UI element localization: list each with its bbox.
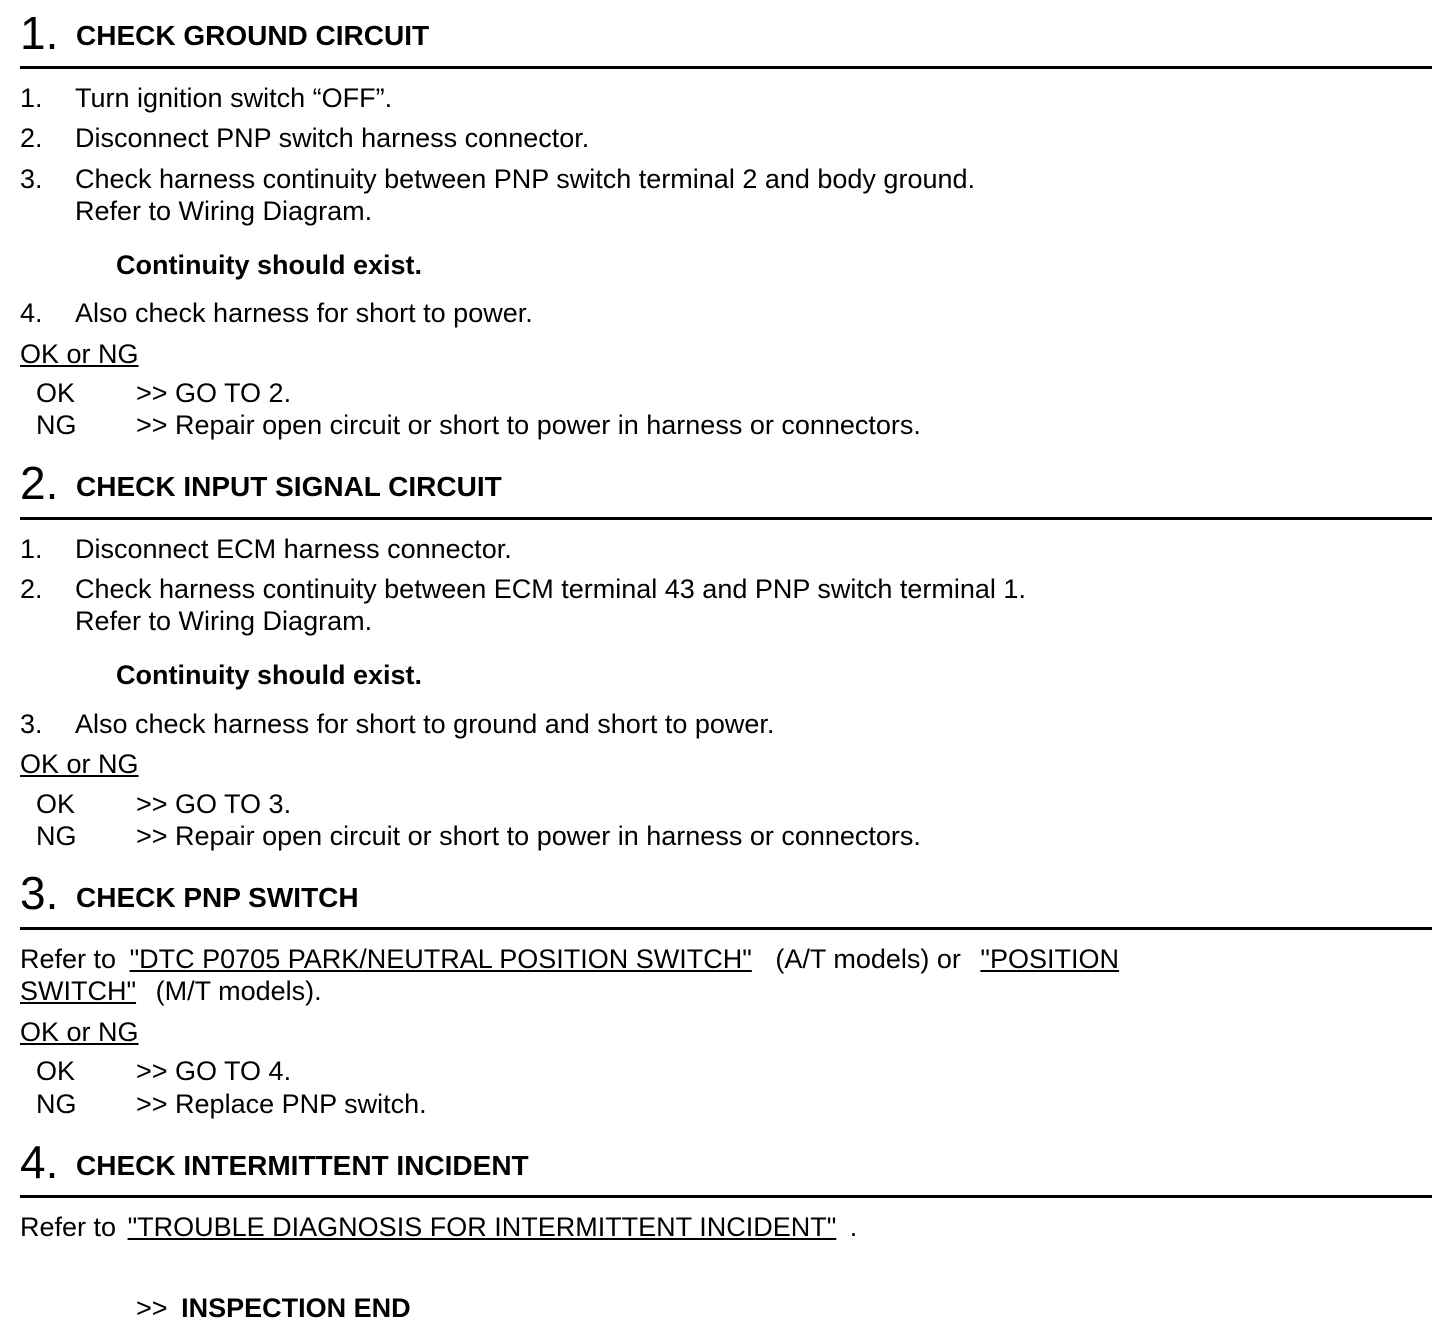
step-number: 3. — [20, 867, 59, 919]
item-number: 3. — [20, 709, 43, 739]
step-title: CHECK GROUND CIRCUIT — [76, 20, 430, 51]
ok-or-ng-label: OK or NG — [20, 749, 139, 779]
ok-or-ng-label: OK or NG — [20, 339, 139, 369]
item-text-continued: Refer to Wiring Diagram. — [75, 196, 373, 226]
item-text: Disconnect PNP switch harness connector. — [75, 123, 590, 153]
step-number: 1. — [20, 7, 59, 59]
refer-suffix: (M/T models). — [155, 976, 322, 1006]
inspection-end — [136, 1292, 411, 1324]
ok-label: OK — [36, 1056, 76, 1086]
item-number: 2. — [20, 123, 43, 153]
position-switch-link[interactable]: "POSITION — [980, 944, 1120, 974]
refer-suffix: . — [849, 1212, 858, 1242]
end-arrow: >> — [136, 1293, 168, 1323]
section-divider — [20, 66, 1432, 69]
ng-label: NG — [36, 1089, 77, 1119]
section-divider — [20, 1195, 1432, 1198]
refer-line — [20, 1211, 857, 1243]
step-number: 4. — [20, 1136, 59, 1188]
dtc-p0705-link[interactable]: "DTC P0705 PARK/NEUTRAL POSITION SWITCH" — [129, 944, 752, 974]
refer-line-1 — [20, 943, 1119, 975]
section-divider — [20, 517, 1432, 520]
item-number: 1. — [20, 534, 43, 564]
ok-or-ng-label: OK or NG — [20, 1017, 139, 1047]
ok-label: OK — [36, 789, 76, 819]
ng-action: >> Repair open circuit or short to power in harness or connectors. — [136, 821, 921, 851]
position-switch-link-continued[interactable]: SWITCH" — [20, 976, 137, 1006]
item-text: Check harness continuity between PNP switch terminal 2 and body ground. — [75, 164, 976, 194]
ng-action: >> Replace PNP switch. — [136, 1089, 427, 1119]
ok-label: OK — [36, 378, 76, 408]
step-number: 2. — [20, 457, 59, 509]
ok-action: >> GO TO 3. — [136, 789, 292, 819]
end-text: INSPECTION END — [181, 1293, 411, 1323]
ok-action: >> GO TO 4. — [136, 1056, 292, 1086]
item-number: 2. — [20, 574, 43, 604]
item-number: 3. — [20, 164, 43, 194]
refer-middle: (A/T models) or — [775, 944, 961, 974]
item-text: Turn ignition switch “OFF”. — [75, 83, 393, 113]
refer-prefix: Refer to — [20, 1212, 117, 1242]
ok-action: >> GO TO 2. — [136, 378, 292, 408]
spec-text: Continuity should exist. — [116, 660, 423, 690]
refer-line-2 — [20, 975, 322, 1007]
item-text: Also check harness for short to ground and short to power. — [75, 709, 775, 739]
item-number: 1. — [20, 83, 43, 113]
item-number: 4. — [20, 298, 43, 328]
section-divider — [20, 927, 1432, 930]
ng-label: NG — [36, 821, 77, 851]
trouble-diagnosis-link[interactable]: "TROUBLE DIAGNOSIS FOR INTERMITTENT INCIDENT" — [127, 1212, 837, 1242]
item-text: Disconnect ECM harness connector. — [75, 534, 512, 564]
item-text-continued: Refer to Wiring Diagram. — [75, 606, 373, 636]
spec-text: Continuity should exist. — [116, 250, 423, 280]
ng-action: >> Repair open circuit or short to power in harness or connectors. — [136, 410, 921, 440]
item-text: Also check harness for short to power. — [75, 298, 533, 328]
step-title: CHECK INPUT SIGNAL CIRCUIT — [76, 471, 502, 502]
item-text: Check harness continuity between ECM terminal 43 and PNP switch terminal 1. — [75, 574, 1026, 604]
ng-label: NG — [36, 410, 77, 440]
step-title: CHECK PNP SWITCH — [76, 882, 359, 913]
refer-prefix: Refer to — [20, 944, 117, 974]
step-title: CHECK INTERMITTENT INCIDENT — [76, 1150, 529, 1181]
